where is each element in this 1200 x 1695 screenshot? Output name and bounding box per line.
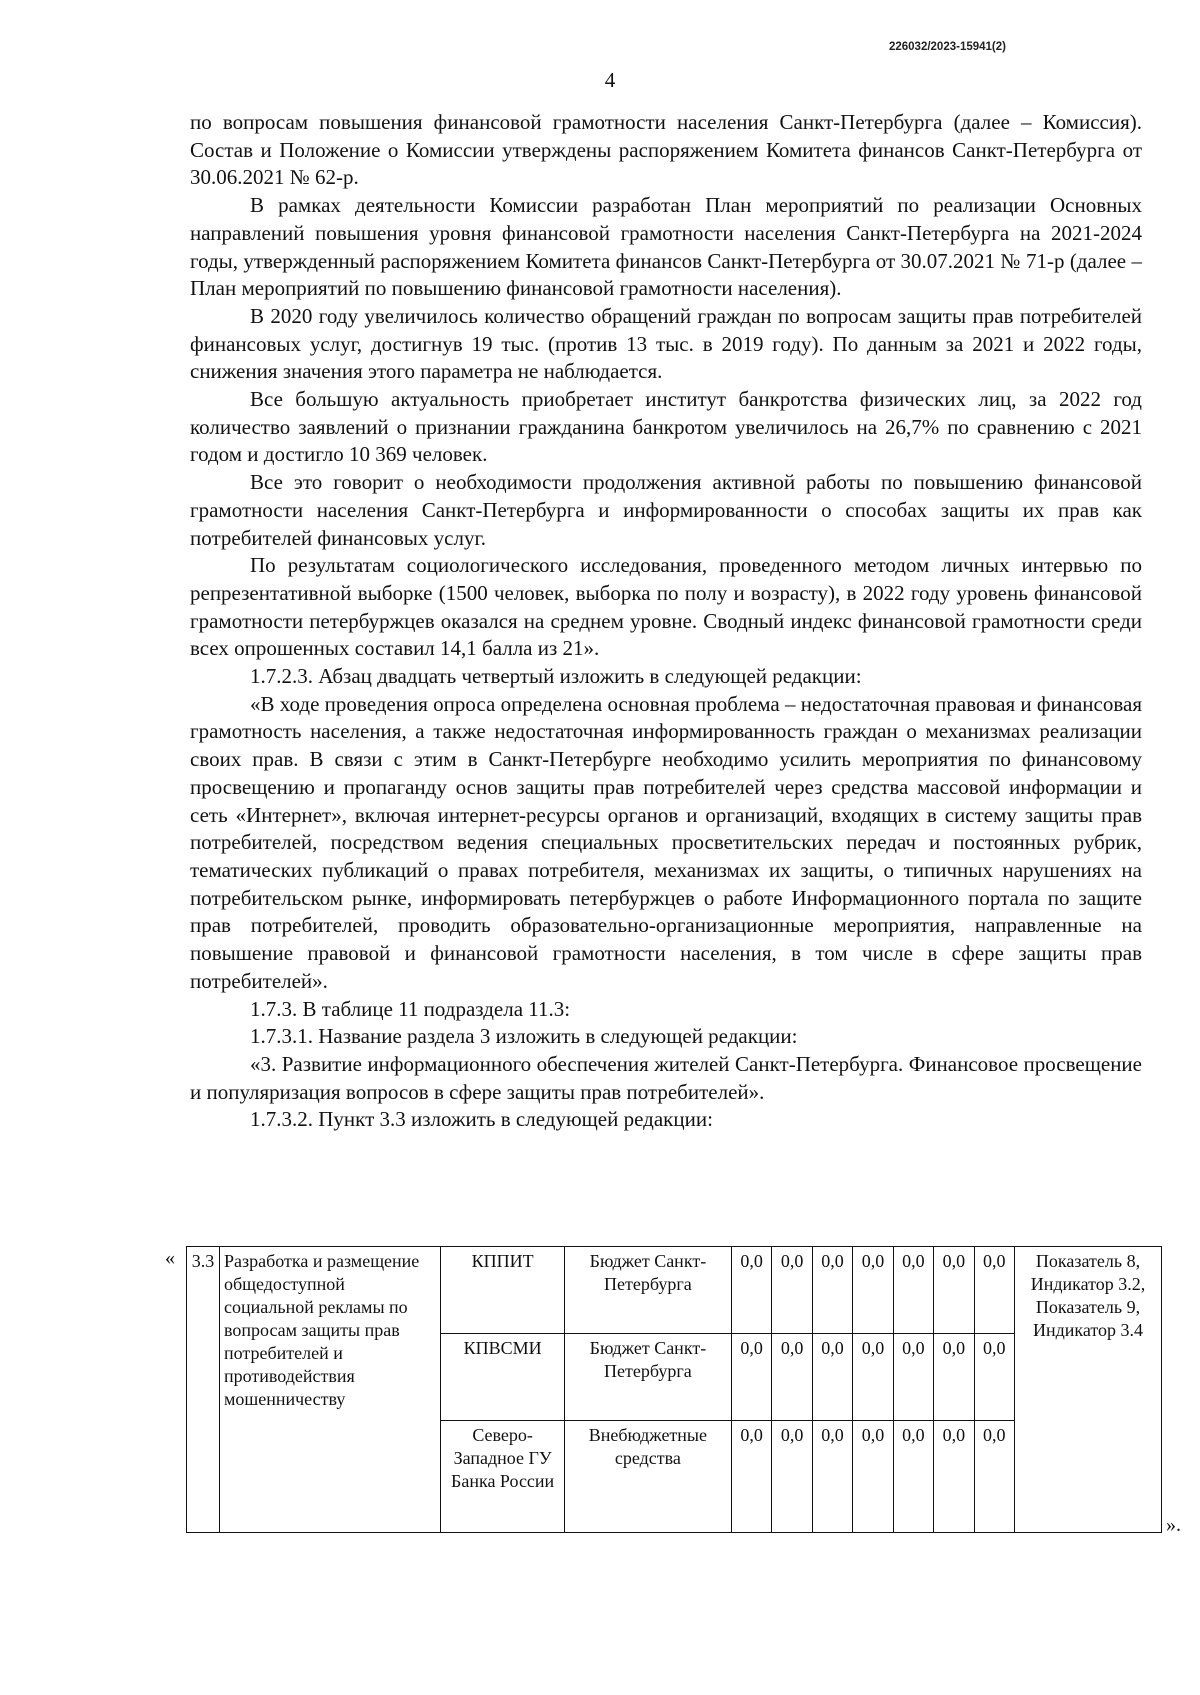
value-cell: 0,0 [812,1421,852,1533]
value-cell: 0,0 [772,1334,812,1421]
value-cell: 0,0 [731,1421,771,1533]
paragraph-7: 1.7.2.3. Абзац двадцать четвертый изложить в следующей редакции: [250,664,862,689]
value-cell: 0,0 [893,1334,933,1421]
page-number: 4 [604,68,616,92]
value-cell: 0,0 [934,1247,974,1334]
funding-source-cell: Внебюджетные средства [564,1421,731,1533]
paragraph-12: 1.7.3.2. Пункт 3.3 изложить в следующей редакции: [250,1107,713,1132]
executor-cell: КПВСМИ [441,1334,564,1421]
item-number: 3.3 [187,1247,220,1533]
value-cell: 0,0 [934,1334,974,1421]
table-row [187,1247,1162,1334]
table-open-quote: « [165,1247,175,1269]
paragraph-4: Все большую актуальность приобретает институт банкротства физических лиц, за 2022 год количество заявлений о признании гражданина банкротом увеличилось на 26,7% по сравнению с 2021 годом и достигло 10 369 человек. [190,387,1142,467]
indicator-cell: Показатель 8, Индикатор 3.2, Показатель 9, Индикатор 3.4 [1015,1247,1162,1533]
value-cell: 0,0 [974,1334,1014,1421]
value-cell: 0,0 [772,1421,812,1533]
value-cell: 0,0 [853,1247,893,1334]
item-name: Разработка и размещение общедоступной социальной рекламы по вопросам защиты прав потребителей и противодействия мошенничеству [219,1247,440,1533]
value-cell: 0,0 [893,1421,933,1533]
value-cell: 0,0 [772,1247,812,1334]
paragraph-6: По результатам социологического исследования, проведенного методом личных интервью по репрезентативной выборке (1500 человек, выборка по полу и возрасту), в 2022 году уровень финансовой грамотности петербуржцев оказался на среднем уровне. Сводный индекс финансовой грамотности среди всех опрошенных составил 14,1 балла из 21». [190,553,1142,661]
funding-source-cell: Бюджет Санкт-Петербурга [564,1247,731,1334]
document-body [190,109,1142,1134]
funding-source-cell: Бюджет Санкт-Петербурга [564,1334,731,1421]
paragraph-2: В рамках деятельности Комиссии разработан План мероприятий по реализации Основных направлений повышения уровня финансовой грамотности населения Санкт-Петербурга на 2021-2024 годы, утвержденный распоряжением Комитета финансов Санкт-Петербурга от 30.07.2021 № 71-р (далее – План мероприятий по повышению финансовой грамотности населения). [190,193,1142,301]
value-cell: 0,0 [974,1421,1014,1533]
value-cell: 0,0 [731,1334,771,1421]
paragraph-9: 1.7.3. В таблице 11 подраздела 11.3: [250,996,571,1021]
paragraph-3: В 2020 году увеличилось количество обращений граждан по вопросам защиты прав потребителей финансовых услуг, достигнув 19 тыс. (против 13 тыс. в 2019 году). По данным за 2021 и 2022 годы, снижения значения этого параметра не наблюдается. [190,303,1142,384]
value-cell: 0,0 [934,1421,974,1533]
value-cell: 0,0 [731,1247,771,1334]
paragraph-1: по вопросам повышения финансовой грамотности населения Санкт-Петербурга (далее – Комиссия). Состав и Положение о Комиссии утверждены распоряжением Комитета финансов Санкт-Петербурга от 30.06.2021 № 62-р. [190,110,1142,190]
paragraph-8: «В ходе проведения опроса определена основная проблема – недостаточная правовая и финансовая грамотность населения, а также недостаточная информированность граждан о механизмах реализации своих прав. В связи с этим в Санкт-Петербурге необходимо усилить мероприятия по финансовому просвещению и пропаганду основ защиты прав потребителей через средства массовой информации и сеть «Интернет», включая интернет-ресурсы органов и организаций, входящих в систему защиты прав потребителей, посредством ведения специальных просветительских передач и постоянных рубрик, тематических публикаций о правах потребителя, механизмах их защиты, о типичных нарушениях на потребительском рынке, информировать петербуржцев о работе Информационного портала по защите прав потребителей, проводить образовательно-организационные мероприятия, направленные на повышение правовой и финансовой грамотности населения, в том числе в сфере защиты прав потребителей». [190,691,1142,993]
value-cell: 0,0 [974,1247,1014,1334]
value-cell: 0,0 [812,1247,852,1334]
paragraph-5: Все это говорит о необходимости продолжения активной работы по повышению финансовой грамотности населения Санкт-Петербурга и информированности о способах защиты их прав как потребителей финансовых услуг. [190,470,1142,550]
executor-cell: Северо-Западное ГУ Банка России [441,1421,564,1533]
value-cell: 0,0 [853,1421,893,1533]
table-close-quote: ». [1166,1514,1181,1536]
value-cell: 0,0 [893,1247,933,1334]
executor-cell: КППИТ [441,1247,564,1334]
program-table [186,1246,1162,1533]
paragraph-11: «3. Развитие информационного обеспечения жителей Санкт-Петербурга. Финансовое просвещение и популяризация вопросов в сфере защиты прав потребителей». [190,1051,1142,1104]
value-cell: 0,0 [812,1334,852,1421]
document-id: 226032/2023-15941(2) [888,41,1006,53]
value-cell: 0,0 [853,1334,893,1421]
paragraph-10: 1.7.3.1. Название раздела 3 изложить в следующей редакции: [250,1024,798,1049]
